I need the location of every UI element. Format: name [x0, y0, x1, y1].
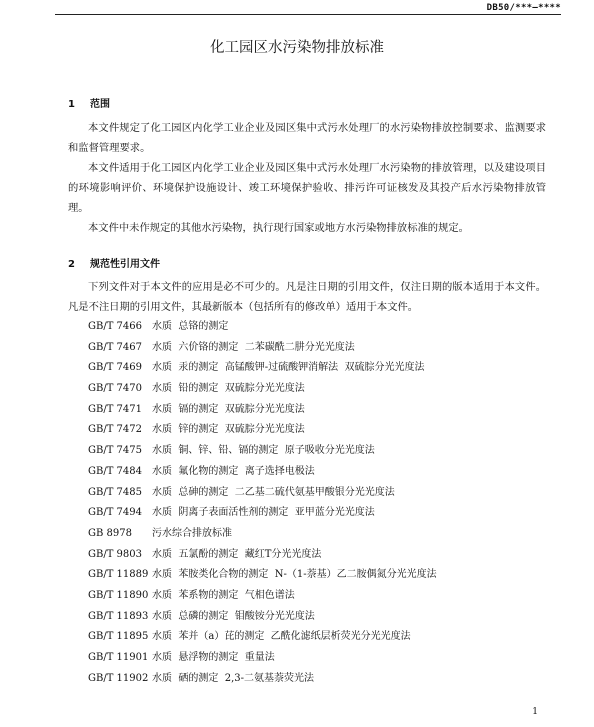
reference-code: GB/T 7484	[88, 465, 143, 477]
reference-title: 水质 铅的测定 双硫腙分光光度法	[152, 383, 305, 395]
reference-item	[88, 483, 437, 504]
reference-title: 水质 铜、锌、铅、镉的测定 原子吸收分光光度法	[152, 445, 375, 457]
reference-code: GB/T 11901	[88, 652, 149, 663]
reference-list	[88, 317, 437, 689]
reference-code: GB/T 11902	[88, 672, 149, 684]
reference-code: GB/T 11889	[88, 569, 149, 581]
reference-item	[88, 545, 437, 566]
reference-item	[88, 420, 437, 441]
reference-title: 水质 苯胺类化合物的测定 N-（1-萘基）乙二胺偶氮分光光度法	[152, 569, 437, 581]
reference-title: 水质 苯系物的测定 气相色谱法	[152, 589, 295, 601]
reference-code: GB/T 7467	[88, 341, 143, 353]
page-number: 1	[532, 707, 538, 717]
reference-title: 水质 悬浮物的测定 重量法	[152, 652, 275, 663]
reference-item	[88, 358, 437, 379]
reference-item	[88, 524, 437, 545]
section-number: 2	[68, 259, 75, 270]
reference-item	[88, 503, 437, 524]
references-intro-paragraph: 下列文件对于本文件的应用是必不可少的。凡是注日期的引用文件，仅注日期的版本适用于本文件。凡是不注日期的引用文件，其最新版本（包括所有的修改单）适用于本文件。	[68, 281, 546, 313]
reference-title: 水质 硒的测定 2,3-二氨基萘荧光法	[152, 672, 314, 684]
reference-title: 水质 总铬的测定	[152, 321, 229, 332]
section-number: 1	[68, 99, 75, 110]
reference-item	[88, 586, 437, 607]
section-heading-normative-references	[68, 255, 160, 270]
document-code: DB50/***—****	[486, 3, 561, 13]
reference-title: 水质 氟化物的测定 离子选择电极法	[152, 465, 315, 477]
reference-item	[88, 669, 437, 690]
reference-code: GB/T 7469	[88, 362, 143, 374]
reference-code: GB/T 7475	[88, 445, 143, 457]
reference-title: 水质 汞的测定 高锰酸钾-过硫酸钾消解法 双硫腙分光光度法	[152, 362, 425, 374]
reference-item	[88, 462, 437, 483]
scope-paragraph-1: 本文件规定了化工园区内化学工业企业及园区集中式污水处理厂的水污染物排放控制要求、监测要求和监督管理要求。	[68, 122, 546, 154]
reference-title: 水质 苯并（a）芘的测定 乙酰化滤纸层析荧光分光光度法	[152, 631, 411, 643]
reference-item	[88, 565, 437, 586]
reference-title: 水质 锌的测定 双硫腙分光光度法	[152, 424, 305, 436]
scope-paragraph-3: 本文件中未作规定的其他水污染物，执行现行国家或地方水污染物排放标准的规定。	[88, 222, 469, 234]
reference-title: 污水综合排放标准	[152, 527, 232, 539]
reference-code: GB/T 9803	[88, 548, 143, 560]
reference-code: GB/T 7494	[88, 507, 143, 519]
reference-item	[88, 441, 437, 462]
reference-code: GB/T 7485	[88, 486, 143, 498]
section-heading-scope	[68, 95, 110, 110]
document-title: 化工园区水污染物排放标准	[210, 40, 384, 56]
reference-title: 水质 阴离子表面活性剂的测定 亚甲蓝分光光度法	[152, 507, 375, 519]
scope-paragraph-2: 本文件适用于化工园区内化学工业企业及园区集中式污水处理厂水污染物的排放管理，以及建设项目的环境影响评价、环境保护设施设计、竣工环境保护验收、排污许可证核发及其投产后水污染物排放管理。	[68, 162, 546, 214]
reference-item	[88, 648, 437, 669]
reference-code: GB/T 11890	[88, 589, 149, 601]
reference-code: GB/T 7466	[88, 321, 143, 332]
reference-item	[88, 400, 437, 421]
reference-code: GB/T 7470	[88, 383, 143, 395]
reference-item	[88, 338, 437, 359]
reference-code: GB 8978	[88, 527, 132, 539]
reference-code: GB/T 7471	[88, 403, 143, 415]
reference-title: 水质 总磷的测定 钼酸铵分光光度法	[152, 610, 315, 622]
reference-title: 水质 总砷的测定 二乙基二硫代氨基甲酸银分光光度法	[152, 486, 395, 498]
reference-code: GB/T 7472	[88, 424, 143, 436]
reference-item	[88, 607, 437, 628]
header-rule	[55, 14, 561, 15]
section-title: 规范性引用文件	[90, 259, 160, 270]
reference-code: GB/T 11893	[88, 610, 149, 622]
reference-item	[88, 317, 437, 338]
section-title: 范围	[90, 99, 110, 110]
reference-code: GB/T 11895	[88, 631, 149, 643]
reference-item	[88, 627, 437, 648]
reference-title: 水质 镉的测定 双硫腙分光光度法	[152, 403, 305, 415]
reference-item	[88, 379, 437, 400]
reference-title: 水质 六价铬的测定 二苯碳酰二肼分光光度法	[152, 341, 355, 353]
reference-title: 水质 五氯酚的测定 藏红T分光光度法	[152, 548, 322, 560]
